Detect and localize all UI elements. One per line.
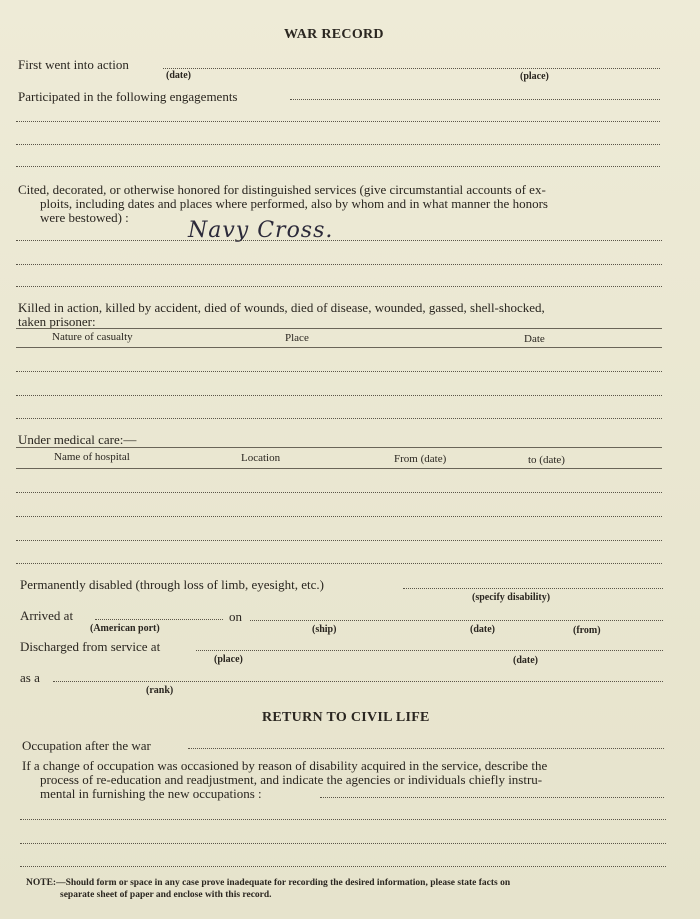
change-text-line-2: process of re-education and readjustment, and indicate the agencies or individuals chiefly instru-	[40, 772, 543, 787]
casualty-header-place: Place	[285, 332, 309, 344]
change-text-line-3: mental in furnishing the new occupations :	[40, 786, 262, 801]
change-line-4[interactable]	[20, 866, 666, 867]
cited-line-1[interactable]	[16, 240, 662, 241]
casualty-line-3[interactable]	[16, 418, 662, 419]
engagements-line-4[interactable]	[16, 166, 660, 167]
change-line-1[interactable]	[320, 797, 664, 798]
casualty-header-rule-top	[16, 328, 662, 329]
casualty-header-date: Date	[524, 333, 545, 345]
rank-line[interactable]	[53, 681, 663, 682]
civil-life-title: RETURN TO CIVIL LIFE	[262, 710, 430, 725]
medical-line-3[interactable]	[16, 540, 662, 541]
engagements-line-3[interactable]	[16, 144, 660, 145]
first-action-line[interactable]	[163, 68, 660, 69]
arrived-on-label: on	[229, 609, 242, 624]
cited-line-3[interactable]	[16, 286, 662, 287]
first-action-label: First went into action	[18, 57, 129, 72]
note-line-2: separate sheet of paper and enclose with this record.	[60, 890, 272, 900]
change-line-2[interactable]	[20, 819, 666, 820]
arrived-date-caption: (date)	[470, 624, 495, 635]
american-port-caption: (American port)	[90, 623, 160, 634]
ship-caption: (ship)	[312, 624, 337, 635]
casualty-header-nature: Nature of casualty	[52, 331, 133, 343]
discharged-label: Discharged from service at	[20, 639, 161, 654]
medical-header-location: Location	[241, 452, 281, 464]
medical-header-hospital: Name of hospital	[54, 451, 130, 463]
casualty-text-line-2: taken prisoner:	[18, 314, 96, 329]
casualty-header-rule-bottom	[16, 347, 662, 348]
disabled-line[interactable]	[403, 588, 663, 589]
medical-line-2[interactable]	[16, 516, 662, 517]
discharged-place-caption: (place)	[214, 654, 243, 665]
as-a-label: as a	[20, 670, 40, 685]
occupation-label: Occupation after the war	[22, 738, 151, 753]
from-caption: (from)	[573, 625, 601, 636]
medical-header-from: From (date)	[394, 453, 447, 465]
war-record-title: WAR RECORD	[284, 27, 384, 42]
change-text-line-1: If a change of occupation was occasioned by reason of disability acquired in the service, describe the	[22, 758, 548, 773]
cited-line-2[interactable]	[16, 264, 662, 265]
disabled-label: Permanently disabled (through loss of limb, eyesight, etc.)	[20, 577, 324, 592]
engagements-line-2[interactable]	[16, 121, 660, 122]
change-line-3[interactable]	[20, 843, 666, 844]
arrived-at-label: Arrived at	[20, 608, 74, 623]
specify-disability-caption: (specify disability)	[472, 592, 551, 603]
note-line-1: NOTE:—Should form or space in any case prove inadequate for recording the desired information, please state facts on	[26, 878, 511, 888]
place-caption: (place)	[520, 71, 549, 82]
cited-handwritten-value: Navy Cross.	[188, 218, 334, 243]
cited-text-line-1: Cited, decorated, or otherwise honored for distinguished services (give circumstantial accounts of ex-	[18, 182, 546, 197]
rank-caption: (rank)	[146, 685, 174, 696]
arrived-port-line[interactable]	[95, 619, 223, 620]
casualty-line-1[interactable]	[16, 371, 662, 372]
cited-text-line-2: ploits, including dates and places where performed, also by whom and in what manner the honors	[40, 196, 548, 211]
engagements-label: Participated in the following engagements	[18, 89, 238, 104]
medical-line-4[interactable]	[16, 563, 662, 564]
occupation-line[interactable]	[188, 748, 664, 749]
medical-header-rule-bottom	[16, 468, 662, 469]
medical-header-to: to (date)	[528, 454, 565, 466]
medical-header-rule-top	[16, 447, 662, 448]
discharged-date-caption: (date)	[513, 655, 538, 666]
engagements-line-1[interactable]	[290, 99, 660, 100]
medical-line-1[interactable]	[16, 492, 662, 493]
arrived-ship-line[interactable]	[250, 620, 663, 621]
discharged-line[interactable]	[196, 650, 663, 651]
date-caption: (date)	[166, 70, 191, 81]
cited-text-line-3: were bestowed) :	[40, 210, 129, 225]
casualty-text-line-1: Killed in action, killed by accident, died of wounds, died of disease, wounded, gassed, shell-shocked,	[18, 300, 545, 315]
casualty-line-2[interactable]	[16, 395, 662, 396]
medical-label: Under medical care:—	[18, 432, 137, 447]
